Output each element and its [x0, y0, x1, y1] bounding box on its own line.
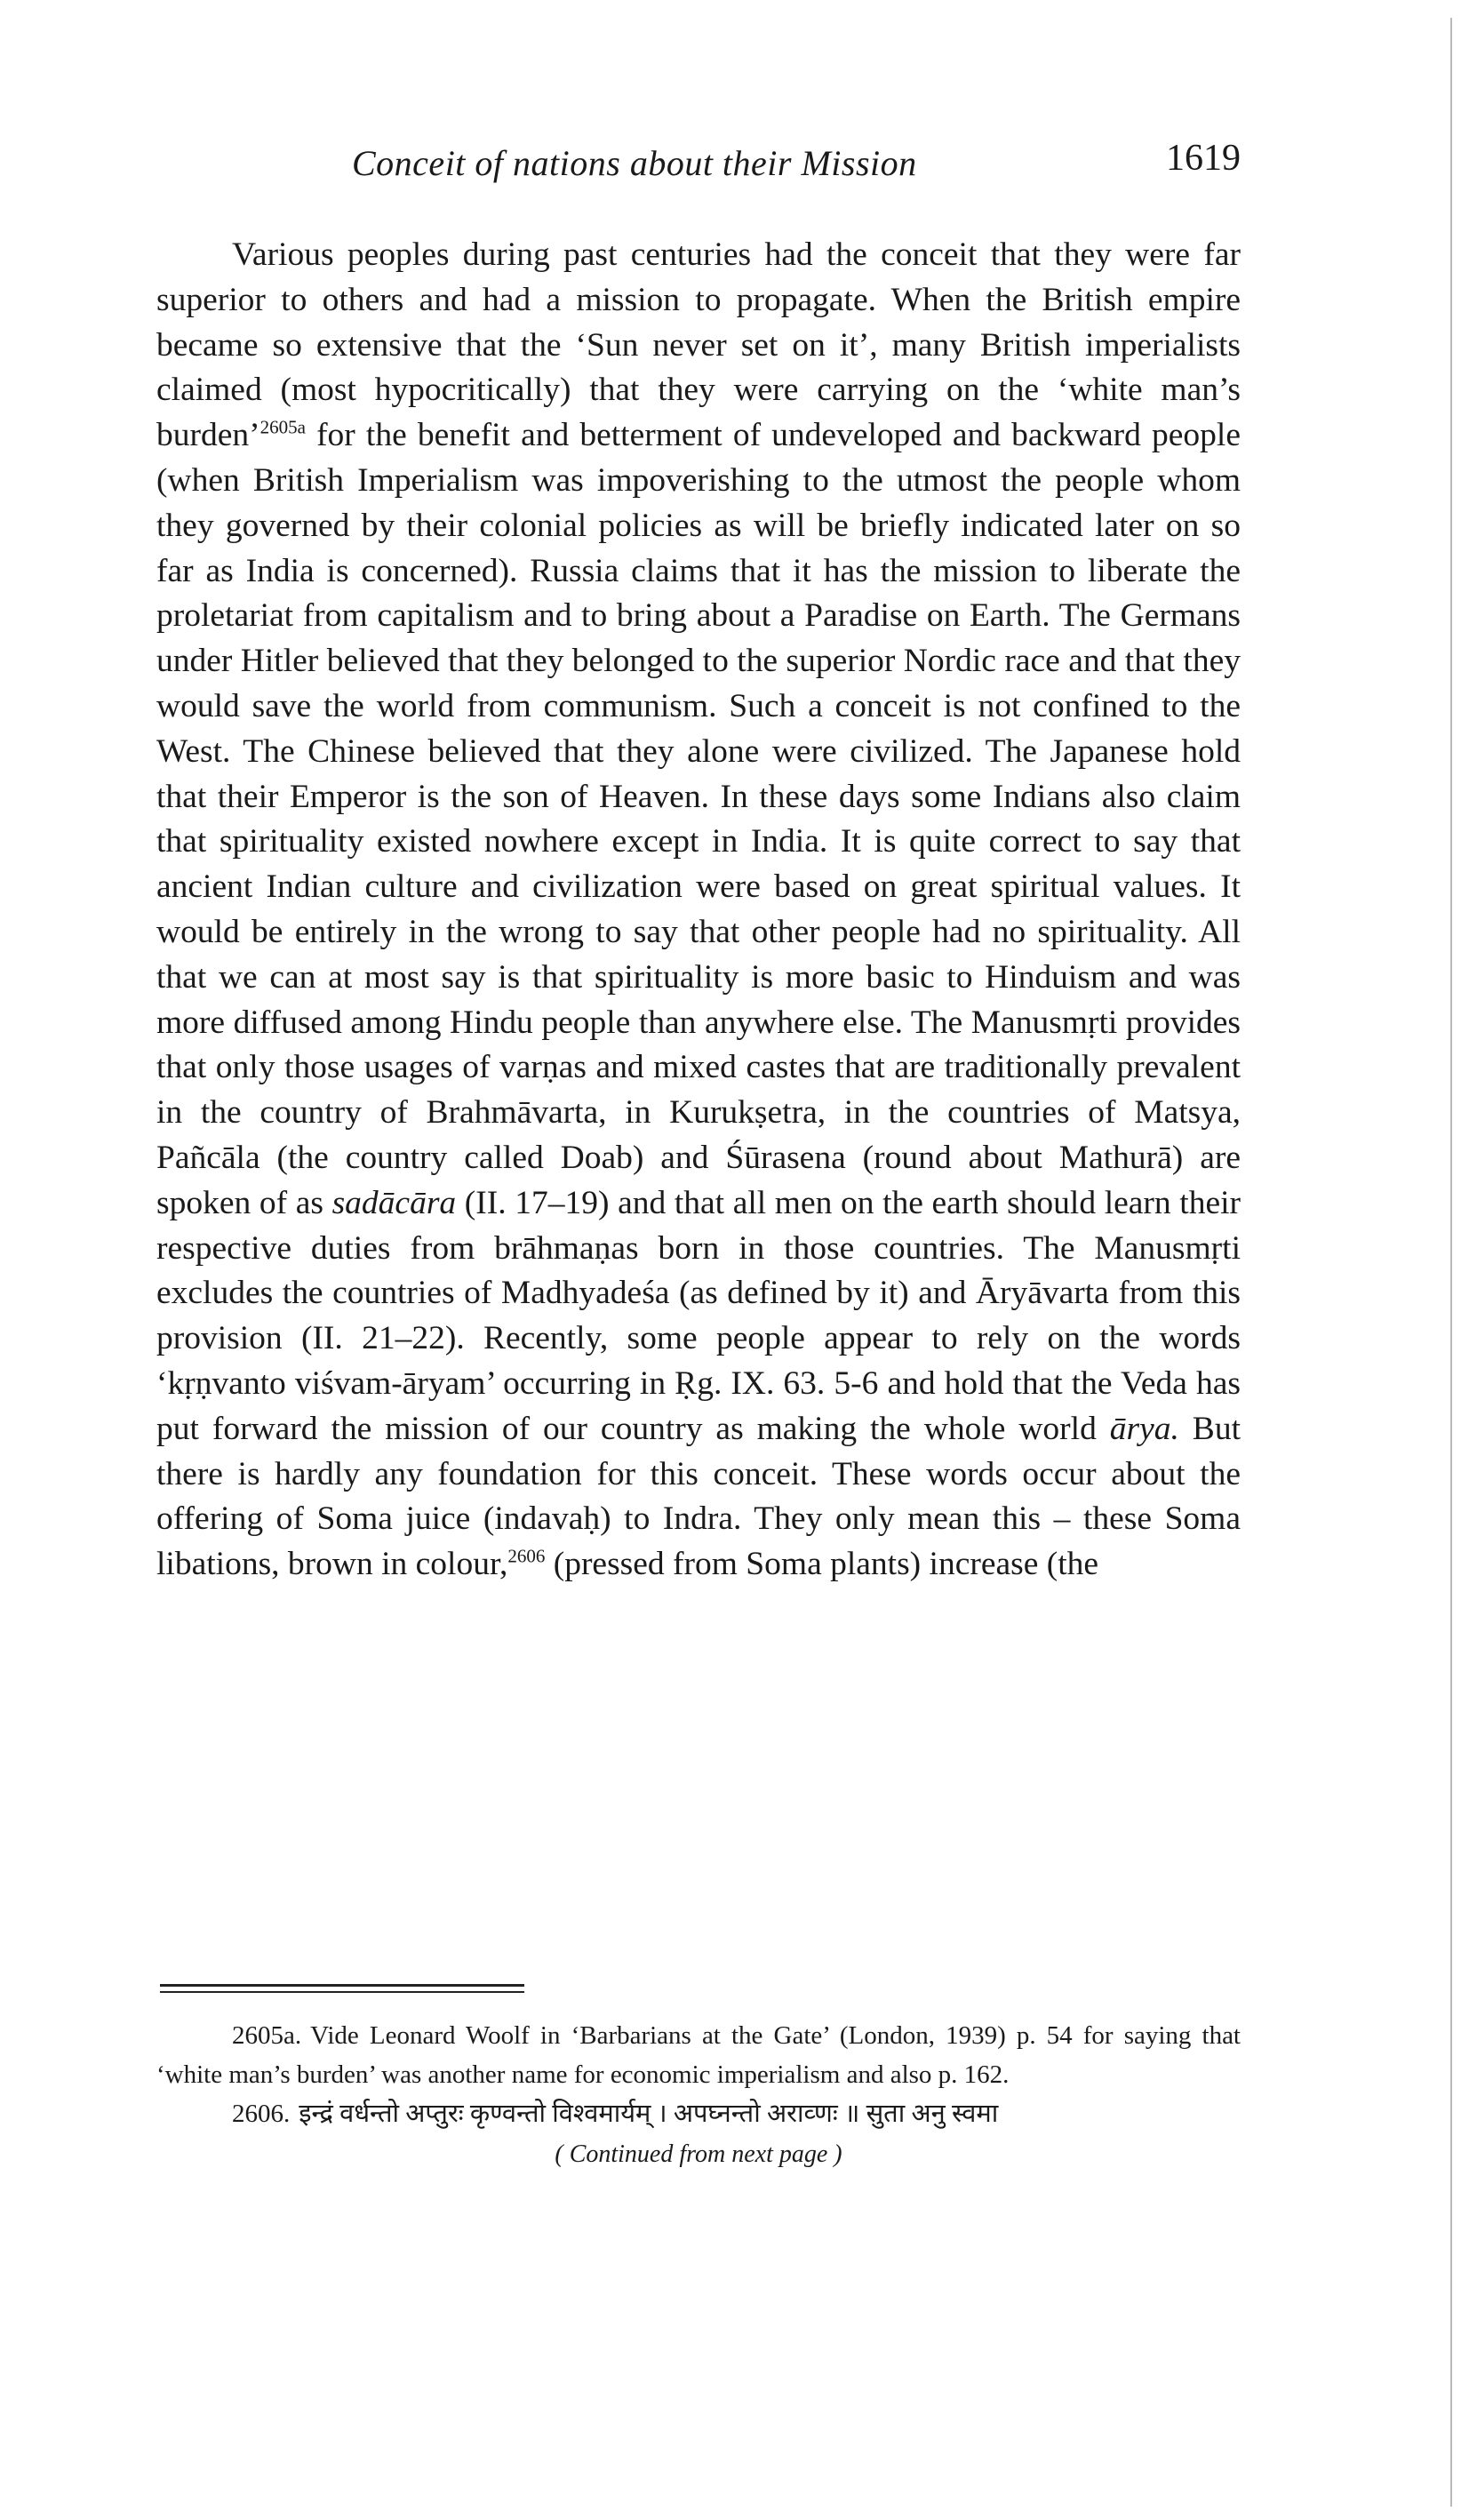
italic-term: ārya.: [1109, 1410, 1179, 1447]
main-text: [156, 233, 1241, 1588]
footnote-text: इन्द्रं वर्धन्तो अप्तुरः कृण्वन्तो विश्वमार्यम् । अपघ्नन्तो अराव्णः ॥ सुता अनु स्वमा: [299, 2100, 999, 2128]
footnote: [156, 2016, 1241, 2094]
footnote-ref: 2606: [507, 1545, 546, 1567]
footnote-number: 2605a.: [232, 2021, 302, 2050]
italic-term: sadācāra: [331, 1184, 457, 1221]
page-number: 1619: [1166, 138, 1241, 179]
footnotes: [156, 2016, 1241, 2174]
paragraph: [156, 233, 1241, 1588]
footnote-number: 2606.: [232, 2100, 291, 2128]
footnote-text: Vide Leonard Woolf in ‘Barbarians at the Gate’ (London, 1939) p. 54 for saying that ‘white man’s burden’ was another name for economic imperialism and also p. 162.: [156, 2021, 1241, 2089]
continued-note: ( Continued from next page ): [555, 2140, 842, 2168]
scan-edge-line: [1450, 18, 1452, 2507]
text-run: Various peoples during past centuries had the conceit that they were far superior to others and had a mission to propagate. When the British empire became so extensive that the ‘Sun never set on it’, many British imperialists claimed (most hypocritically) that they were carrying on the ‘white man’s burden’: [156, 236, 1241, 454]
text-run: (pressed from Soma plants) increase (the: [545, 1546, 1099, 1583]
header-title: Conceit of nations about their Mission: [352, 143, 917, 183]
text-run: (II. 17–19) and that all men on the earth should learn their respective duties from brāhmaṇas born in those countries. The Manusmṛti excludes the countries of Madhyadeśa (as defined by it) and Āryāvarta from this provision (II. 21–22). Recently, some people appear to rely on the words ‘kṛṇvanto viśvam-āryam’ occurring in Ṛg. IX. 63. 5-6 and hold that the Veda has put forward the mission of our country as making the whole world: [156, 1184, 1241, 1447]
footnote-divider: [160, 1991, 524, 1993]
text-run: But there is hardly any foundation for this conceit. These words occur about the offering of Soma juice (indavaḥ) to Indra. They only mean this – these Soma libations, brown in colour,: [156, 1410, 1241, 1583]
footnote: [156, 2094, 1241, 2133]
running-header: [156, 133, 1241, 196]
footnote-divider: [160, 1984, 524, 1987]
text-run: for the benefit and betterment of undeveloped and backward people (when British Imperialism was impoverishing to the utmost the people whom they governed by their colonial policies as will be briefly indicated later on so far as India is concerned). Russia claims that it has the mission to liberate the proletariat from capitalism and to bring about a Paradise on Earth. The Germans under Hitler believed that they belonged to the superior Nordic race and that they would save the world from communism. Such a conceit is not confined to the West. The Chinese believed that they alone were civilized. The Japanese hold that their Emperor is the son of Heaven. In these days some Indians also claim that spirituality existed nowhere except in India. It is quite correct to say that ancient Indian culture and civilization were based on great spiritual values. It would be entirely in the wrong to say that other people had no spirituality. All that we can at most say is that spirituality is more basic to Hinduism and was more diffused among Hindu people than anywhere else. The Manusmṛti provides that only those usages of varṇas and mixed castes that are traditionally prevalent in the country of Brahmāvarta, in Kurukṣetra, in the countries of Matsya, Pañcāla (the country called Doab) and Śūrasena (round about Mathurā) are spoken of as: [156, 417, 1241, 1221]
footnote-ref: 2605a: [259, 416, 306, 438]
